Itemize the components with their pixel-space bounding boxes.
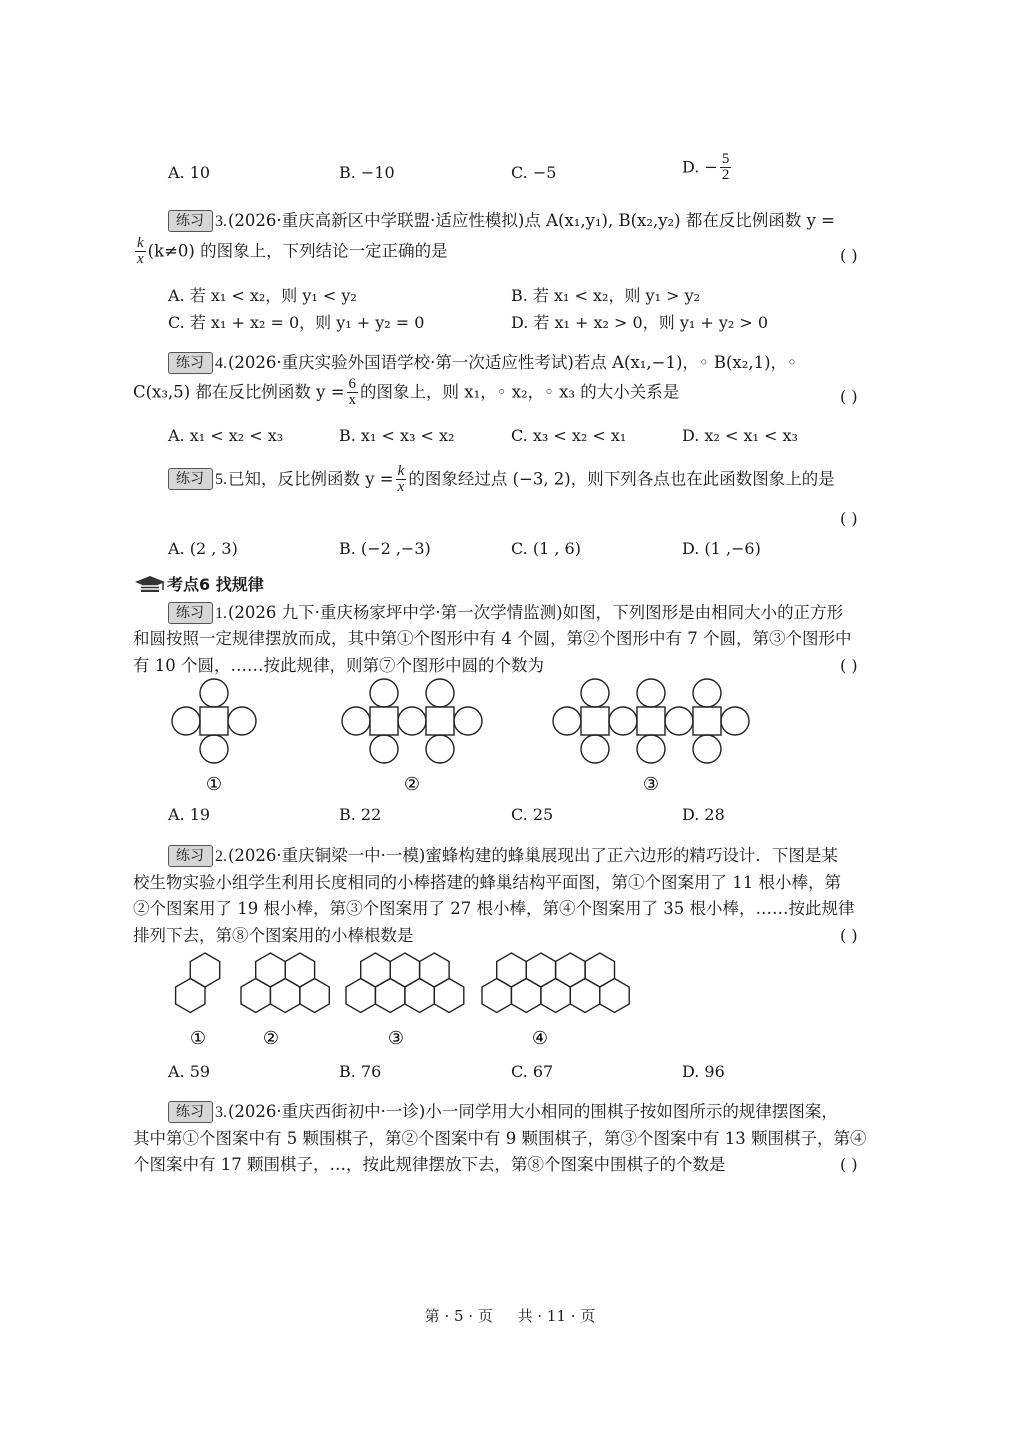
fraction-numerator: k	[397, 463, 405, 479]
practice-tag: 练习	[168, 210, 213, 232]
page-footer	[0, 1305, 1020, 1327]
practice-tag: 练习	[168, 352, 213, 374]
hexagon-cell	[585, 953, 614, 987]
section-heading	[133, 573, 264, 597]
p2-text-1: (2026·重庆铜梁一中·一模)蜜蜂构建的蜂巢展现出了正六边形的精巧设计．下图是某	[228, 846, 838, 865]
option-c[interactable]: C. 25	[511, 805, 554, 824]
figure-label: ①	[189, 1028, 207, 1049]
option-a[interactable]: A. x₁ < x₂ < x₃	[168, 426, 284, 445]
hexagon-cell	[190, 953, 219, 987]
option-d[interactable]: D. (1 ,−6)	[682, 539, 761, 558]
q4-line-2	[133, 377, 679, 417]
fraction-denominator: x	[137, 251, 144, 267]
practice-tag: 练习	[168, 1101, 213, 1123]
p2-line-4: 排列下去，第⑧个图案用的小棒根数是	[133, 926, 414, 945]
figure-1	[172, 679, 256, 763]
figure-label: ④	[531, 1028, 549, 1049]
answer-blank[interactable]: ( )	[840, 387, 858, 406]
question-number: 1.	[215, 605, 227, 622]
figure-label: ②	[262, 1028, 280, 1049]
hexagon-cell	[241, 979, 270, 1013]
option-d-label: D. −	[682, 157, 718, 177]
option-d-fraction	[720, 152, 732, 183]
practice-tag: 练习	[168, 468, 213, 490]
figure-label: ③	[642, 774, 660, 795]
option-d[interactable]: D. 96	[682, 1062, 725, 1081]
option-b[interactable]: B. (−2 ,−3)	[339, 539, 431, 558]
hexagon-cell	[361, 953, 391, 987]
graduation-cap-icon	[133, 574, 167, 594]
q5-line-1	[168, 464, 835, 504]
q5-fraction	[396, 464, 407, 495]
p2-line-1	[168, 844, 838, 869]
p3-line-2: 其中第①个图案中有 5 颗围棋子，第②个图案中有 9 颗围棋子，第③个图案中有 13 颗围棋子，第④	[133, 1129, 867, 1148]
p3-text-1: (2026·重庆西街初中·一诊)小一同学用大小相同的围棋子按如图所示的规律摆图案，	[228, 1102, 838, 1121]
honeycomb-figures	[0, 950, 1020, 1050]
answer-blank[interactable]: ( )	[840, 656, 858, 675]
hexagon-cell	[300, 979, 329, 1013]
hexagon-cell	[420, 953, 450, 987]
hexagon-cell	[482, 979, 511, 1013]
option-c[interactable]: C. x₃ < x₂ < x₁	[511, 426, 627, 445]
option-b[interactable]: B. 22	[339, 805, 382, 824]
page-number: 第 · 5 · 页	[424, 1307, 493, 1325]
question-number: 3.	[215, 213, 227, 230]
q3-line-2	[133, 236, 448, 276]
answer-blank[interactable]: ( )	[840, 926, 858, 945]
hexagon-cell	[434, 979, 464, 1013]
hexagon-cell	[526, 953, 555, 987]
hexagon-cell	[570, 979, 600, 1013]
hexagon-cell	[176, 979, 205, 1013]
answer-blank[interactable]: ( )	[840, 509, 858, 528]
hexagon-cell	[346, 979, 375, 1013]
option-a[interactable]: A. (2 , 3)	[168, 539, 238, 558]
option-d[interactable]: D. 若 x₁ + x₂ > 0，则 y₁ + y₂ > 0	[511, 313, 769, 332]
hexagon-cell	[285, 953, 314, 987]
q5-text-1b: 的图象经过点 (−3, 2)，则下列各点也在此函数图象上的是	[408, 469, 835, 489]
section-title: 考点6 找规律	[167, 575, 264, 594]
option-c[interactable]: C. 67	[511, 1062, 554, 1081]
option-a[interactable]: A. 10	[168, 163, 211, 182]
p1-line-1	[168, 601, 843, 626]
option-a[interactable]: A. 19	[168, 805, 211, 824]
fraction-numerator: 5	[721, 151, 730, 167]
p3-line-3: 个图案中有 17 颗围棋子，…，按此规律摆放下去，第⑧个图案中围棋子的个数是	[133, 1155, 726, 1174]
p2-line-3: ②个图案用了 19 根小棒，第③个图案用了 27 根小棒，第④个图案用了 35 根小棒，……按此规律	[133, 899, 855, 918]
q3-text-1: (2026·重庆高新区中学联盟·适应性模拟)点 A(x₁,y₁), B(x₂,y₂) 都在反比例函数 y =	[228, 211, 835, 230]
option-a[interactable]: A. 59	[168, 1062, 211, 1081]
fraction-numerator: k	[137, 235, 144, 251]
q4-text-1: (2026·重庆实验外国语学校·第一次适应性考试)若点 A(x₁,−1)，◦ B(x₂,1)，◦	[228, 353, 797, 372]
p1-text-1: (2026 九下·重庆杨家坪中学·第一次学情监测)如图，下列图形是由相同大小的正方形	[228, 603, 844, 622]
hexagon-cell	[497, 953, 527, 987]
figure-label: ③	[387, 1028, 405, 1049]
option-b[interactable]: B. 76	[339, 1062, 382, 1081]
option-c[interactable]: C. (1 , 6)	[511, 539, 581, 558]
option-c[interactable]: C. 若 x₁ + x₂ = 0，则 y₁ + y₂ = 0	[168, 313, 425, 332]
option-d[interactable]	[682, 152, 733, 194]
fraction-numerator: 6	[348, 376, 357, 392]
question-number: 2.	[215, 848, 227, 865]
p1-line-3: 有 10 个圆，……按此规律，则第⑦个图形中圆的个数为	[133, 656, 544, 675]
option-b[interactable]: B. 若 x₁ < x₂，则 y₁ > y₂	[511, 286, 701, 305]
p1-line-2: 和圆按照一定规律摆放而成，其中第①个图形中有 4 个圆，第②个图形中有 7 个圆，第③个图形中	[133, 629, 852, 648]
q3-fraction	[135, 236, 146, 267]
q3-text-2: (k≠0) 的图象上，下列结论一定正确的是	[147, 241, 448, 261]
hexagon-cell	[556, 953, 586, 987]
question-number: 5.	[215, 471, 227, 488]
option-b[interactable]: B. x₁ < x₃ < x₂	[339, 426, 455, 445]
answer-blank[interactable]: ( )	[840, 1155, 858, 1174]
q4-text-2b: 的图象上，则 x₁，◦ x₂，◦ x₃ 的大小关系是	[360, 382, 680, 402]
q4-line-1	[168, 351, 797, 376]
option-d[interactable]: D. 28	[682, 805, 725, 824]
question-number: 4.	[215, 355, 227, 372]
q5-text-1a: 已知，反比例函数 y =	[228, 469, 394, 489]
fraction-denominator: x	[348, 392, 357, 408]
hexagon-cell	[375, 979, 405, 1013]
p2-line-2: 校生物实验小组学生利用长度相同的小棒搭建的蜂巢结构平面图，第①个图案用了 11 根小棒，第	[133, 873, 841, 892]
answer-blank[interactable]: ( )	[840, 246, 858, 265]
figure-3	[553, 679, 749, 763]
option-d[interactable]: D. x₂ < x₁ < x₃	[682, 426, 798, 445]
practice-tag: 练习	[168, 845, 213, 867]
practice-tag: 练习	[168, 602, 213, 624]
hexagon-cell	[600, 979, 629, 1013]
option-b[interactable]: B. −10	[339, 163, 395, 182]
hexagon-cell	[256, 953, 286, 987]
page-total: 共 · 11 · 页	[517, 1307, 596, 1325]
fraction-denominator: x	[397, 479, 405, 495]
option-a[interactable]: A. 若 x₁ < x₂，则 y₁ < y₂	[168, 286, 357, 305]
hexagon-cell	[405, 979, 434, 1013]
figure-label: ①	[205, 774, 223, 795]
p3-line-1	[168, 1100, 838, 1125]
hexagon-cell	[511, 979, 541, 1013]
figure-2	[342, 679, 482, 763]
question-number: 3.	[215, 1104, 227, 1121]
hexagon-cell	[390, 953, 419, 987]
q4-text-2a: C(x₃,5) 都在反比例函数 y =	[133, 382, 345, 402]
circle-square-figures	[0, 680, 1020, 800]
q3-line-1	[168, 209, 835, 234]
fraction-denominator: 2	[721, 167, 730, 183]
hexagon-cell	[541, 979, 570, 1013]
hexagon-cell	[270, 979, 300, 1013]
option-c[interactable]: C. −5	[511, 163, 557, 182]
figure-label: ②	[403, 774, 421, 795]
q4-fraction	[347, 377, 359, 408]
